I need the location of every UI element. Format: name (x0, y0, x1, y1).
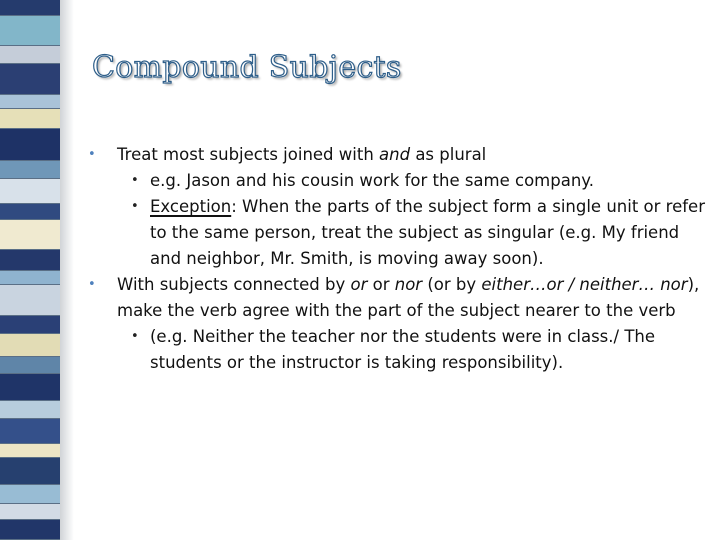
strip-block (0, 458, 60, 484)
strip-block (0, 179, 60, 203)
strip-block (0, 220, 60, 249)
sub-bullet-item (88, 324, 706, 376)
text-segment: : When the parts of the subject form a single unit or refer to the same person, treat the subject as singular (e.g. My friend and neighbor, Mr. Smith, is moving away soon). (150, 197, 705, 268)
strip-block (0, 504, 60, 520)
strip-block (0, 374, 60, 402)
text-segment: nor (394, 275, 423, 294)
strip-block (0, 204, 60, 220)
strip-block (0, 357, 60, 373)
decorative-block-strip (0, 0, 60, 540)
slide-title: Compound Subjects (92, 50, 402, 85)
sub-bullet-item (88, 168, 706, 194)
strip-block (0, 485, 60, 505)
strip-block (0, 46, 60, 64)
slide-body (88, 142, 706, 376)
strip-block (0, 16, 60, 45)
strip-block (0, 250, 60, 271)
strip-block (0, 271, 60, 286)
bullet-marker-icon: • (88, 147, 96, 162)
strip-block (0, 401, 60, 419)
strip-shadow (60, 0, 74, 540)
text-segment: e.g. Jason and his cousin work for the same company. (150, 171, 594, 190)
strip-block (0, 64, 60, 95)
text-segment: ), make the verb agree with the part of the subject nearer to the verb (117, 275, 700, 320)
text-segment: (or by (422, 275, 482, 294)
strip-block (0, 334, 60, 357)
text-segment: or (367, 275, 395, 294)
text-segment: as plural (410, 145, 487, 164)
strip-block (0, 0, 60, 16)
strip-block (0, 444, 60, 459)
text-segment: either…or / neither… nor (481, 275, 688, 294)
bullet-marker-icon: • (88, 277, 96, 292)
strip-block (0, 419, 60, 443)
strip-block (0, 316, 60, 334)
bullet-marker-icon: • (131, 173, 139, 188)
text-segment: Treat most subjects joined with (117, 145, 380, 164)
text-segment: Exception (150, 197, 232, 216)
bullet-item (88, 272, 706, 324)
strip-block (0, 95, 60, 110)
strip-block (0, 129, 60, 162)
text-segment: With subjects connected by (117, 275, 351, 294)
bullet-marker-icon: • (131, 199, 139, 214)
bullet-item (88, 142, 706, 168)
strip-block (0, 109, 60, 129)
strip-block (0, 161, 60, 179)
strip-block (0, 520, 60, 540)
bullet-marker-icon: • (131, 329, 139, 344)
text-segment: and (379, 145, 411, 164)
strip-block (0, 285, 60, 316)
sub-bullet-item (88, 194, 706, 272)
text-segment: or (350, 275, 368, 294)
text-segment: (e.g. Neither the teacher nor the students were in class./ The students or the instructor is taking responsibility). (150, 327, 656, 372)
